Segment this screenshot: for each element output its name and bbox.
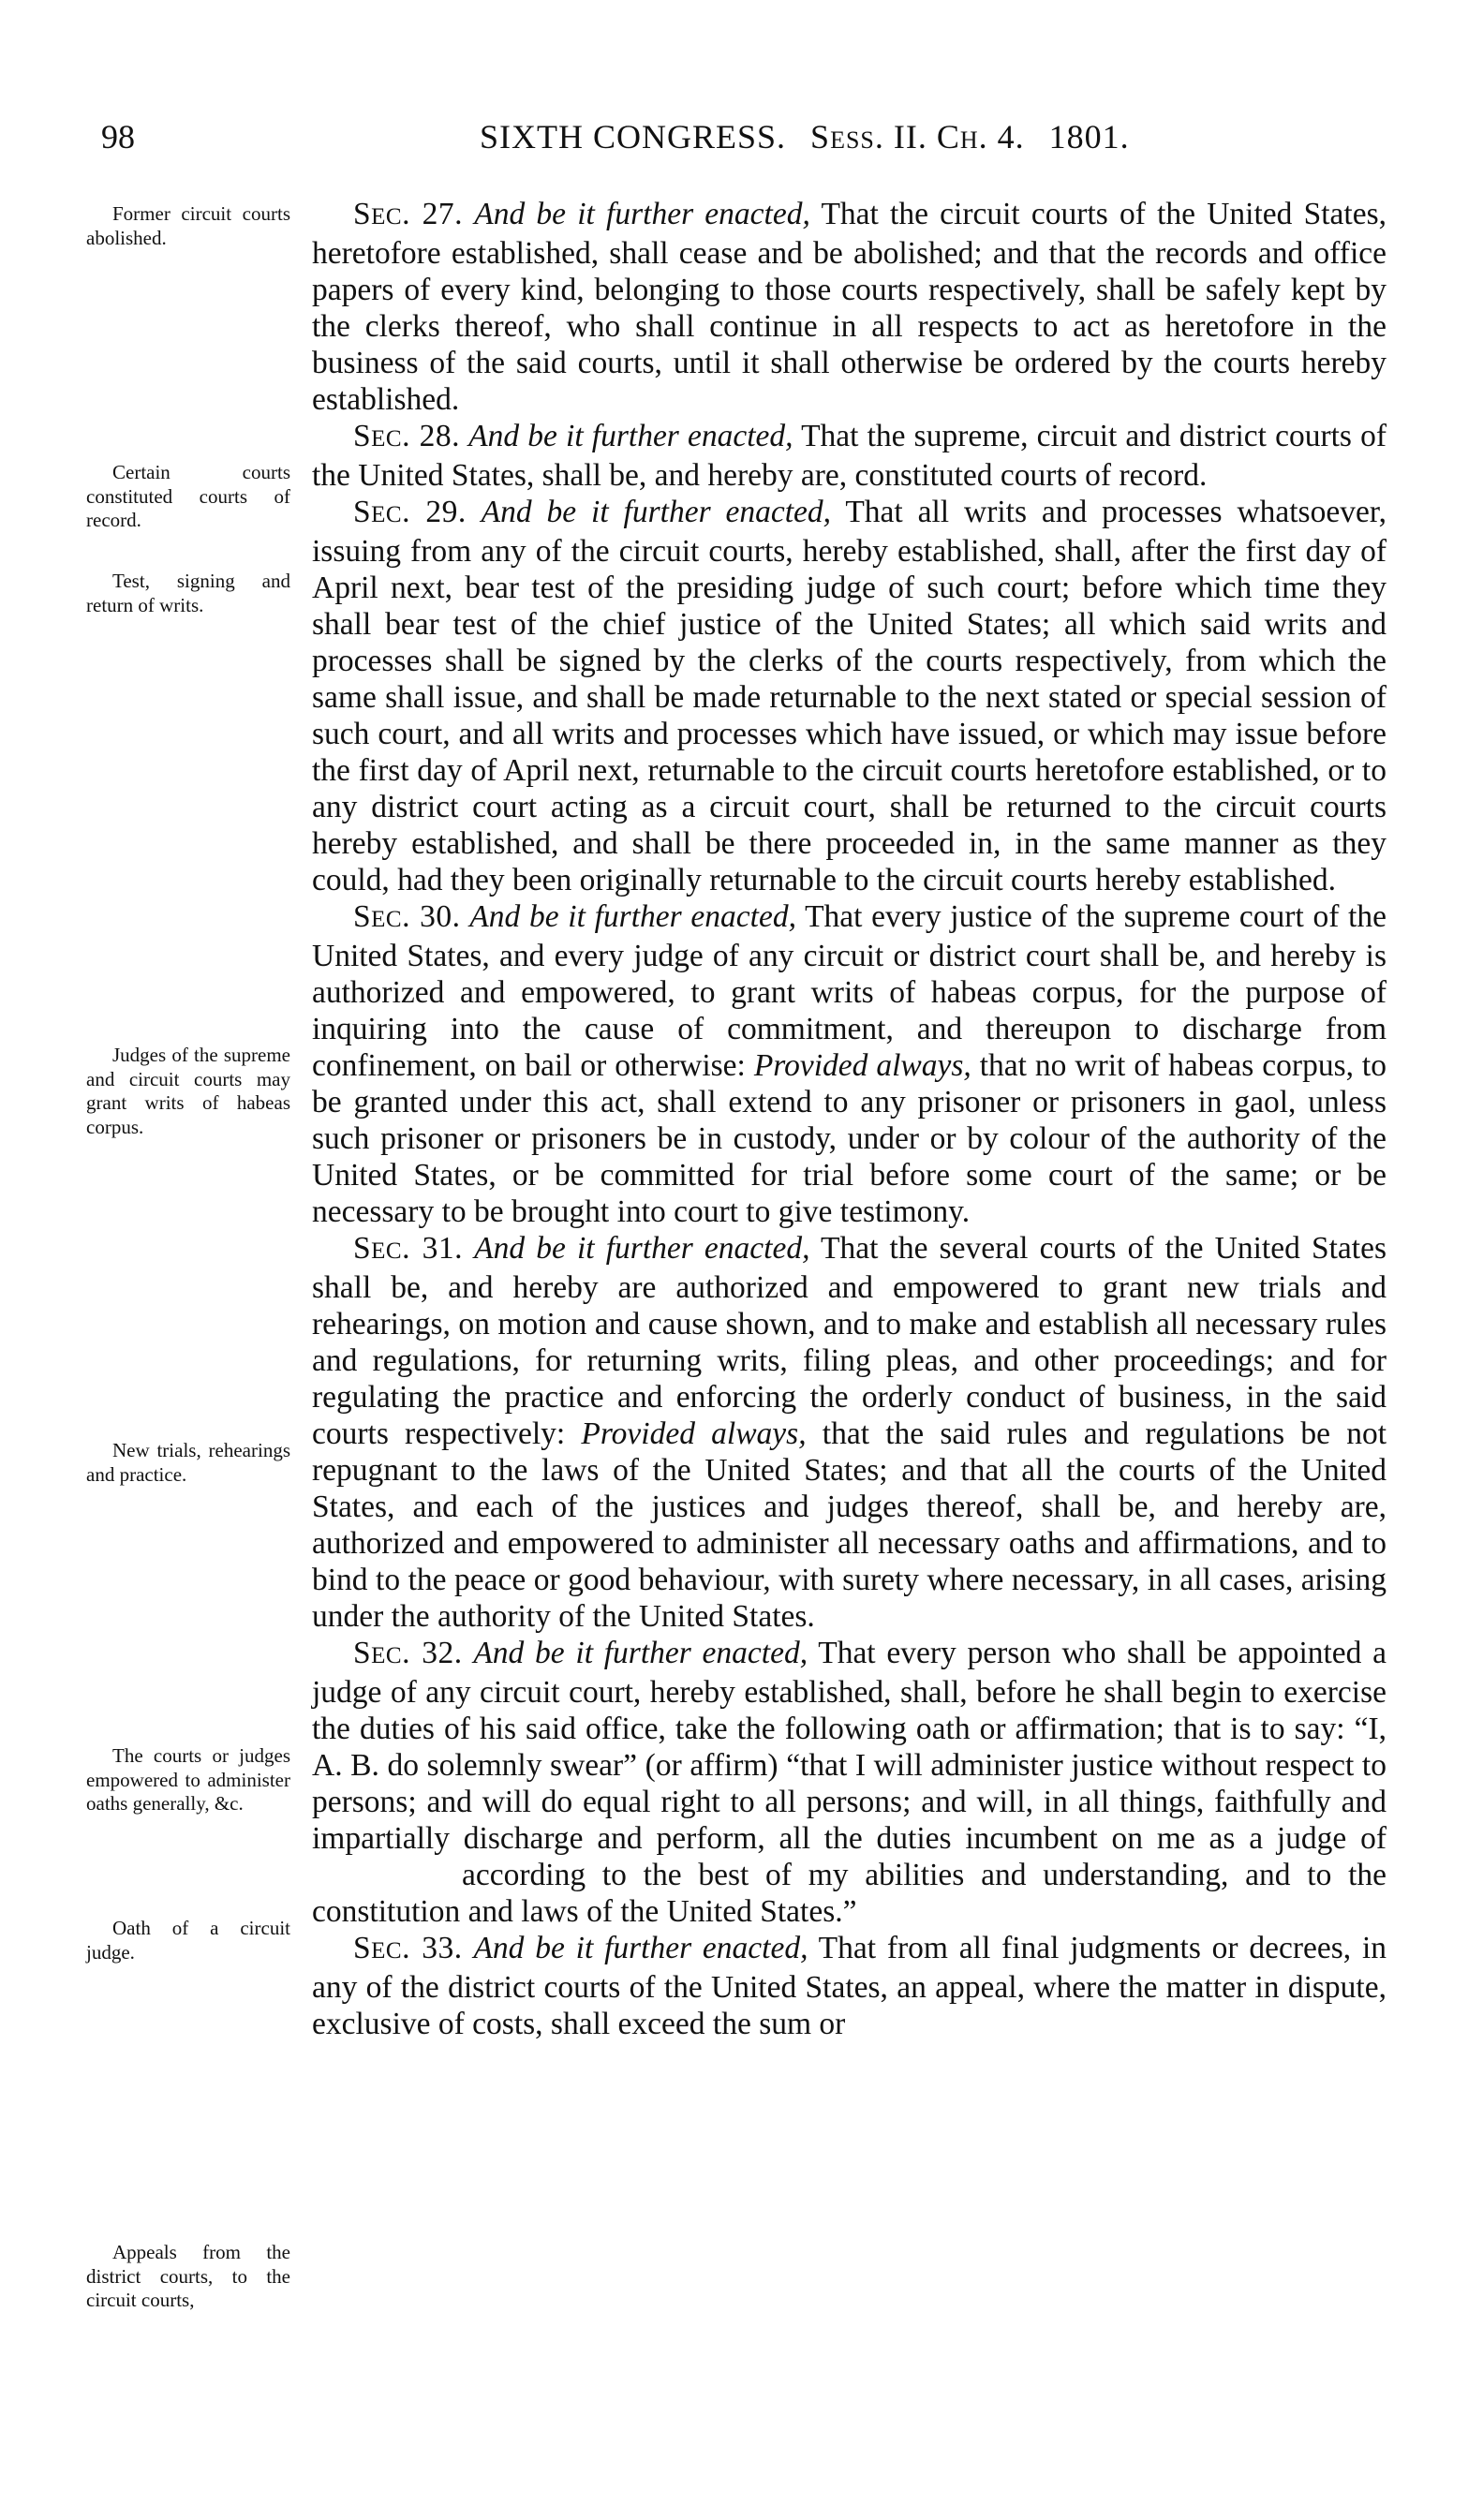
page-header <box>0 116 1468 157</box>
margin-note-sec-28: Certain courts constituted courts of record. <box>86 461 290 531</box>
congress-title: SIXTH CONGRESS. <box>480 118 787 156</box>
enacting-clause: And be it further enacted, <box>473 1931 808 1965</box>
section-body: That the supreme, circuit and district courts of the United States, shall be, and hereby are, constituted courts of record. <box>312 419 1387 493</box>
section-27 <box>312 196 1386 418</box>
section-body: That every justice of the supreme court of the United States, and every judge of any circuit or district court shall be, and hereby is authorized and empowered, to grant writs of habeas corpus, for the purpose of inquiring into the cause of commitment, and thereupon to discharge from confinement, on bail or otherwise: <box>312 899 1387 1083</box>
session-label: SESS. II. <box>810 118 927 156</box>
year: 1801. <box>1048 118 1130 156</box>
section-number: SEC. 27. <box>353 197 464 231</box>
section-31 <box>312 1230 1386 1635</box>
section-body: That the several courts of the United States shall be, and hereby are authorized and empowered to grant new trials and rehearings, on motion and cause shown, and to make and establish all necessary rules and regulations, for returning writs, filing pleas, and other proceedings; and for regulating the practice and enforcing the orderly conduct of business, in the said courts respectively: <box>312 1231 1387 1451</box>
section-29 <box>312 494 1386 898</box>
section-number: SEC. 28. <box>353 419 460 453</box>
margin-note-sec-31: New trials, rehearings and practice. <box>86 1439 290 1486</box>
statute-text <box>312 196 1386 2042</box>
section-number: SEC. 30. <box>353 899 461 934</box>
section-body-continued: according to the best of my abilities and understanding, and to the constitution and laws of the United States.” <box>312 1858 1386 1929</box>
section-body: That the circuit courts of the United States, heretofore established, shall cease and be abolished; and that the records and office papers of every kind, belonging to those courts respectively, shall be safely kept by the clerks thereof, who shall continue in all respects to act as heretofore in the business of the said courts, until it shall otherwise be ordered by the courts hereby established. <box>312 197 1386 417</box>
enacting-clause: And be it further enacted, <box>474 1231 810 1266</box>
section-33 <box>312 1930 1386 2042</box>
section-body-continued: that the said rules and regulations be not repugnant to the laws of the United States; and that all the courts of the United States, and each of the justices and judges thereof, shall be, and hereby are, authorized and empowered to administer all necessary oaths and affirmations, and to bind to the peace or good behaviour, with surety where necessary, in all cases, arising under the authority of the United States. <box>312 1416 1387 1634</box>
section-body: That from all final judgments or decrees, in any of the district courts of the United States, an appeal, where the matter in dispute, exclusive of costs, shall exceed the sum or <box>312 1931 1387 2041</box>
margin-note-sec-32: Oath of a circuit judge. <box>86 1917 290 1964</box>
margin-note-sec-27: Former circuit courts abolished. <box>86 202 290 249</box>
proviso-clause: Provided always, <box>581 1416 807 1451</box>
section-body-continued: that no writ of habeas corpus, to be granted under this act, shall extend to any prisoner or prisoners in gaol, unless such prisoner or prisoners be in custody, under or by colour of the authority of the United States, or be committed for trial before some court of the same; or be necessary to be brought into court to give testimony. <box>312 1048 1386 1229</box>
section-body: That all writs and processes whatsoever, issuing from any of the circuit courts, hereby established, shall, after the first day of April next, bear test of the presiding judge of such court; before which time they shall bear test of the chief justice of the United States; all which said writs and processes shall be signed by the clerks of the courts respectively, from which the same shall issue, and shall be made returnable to the next stated or special session of such court, and all writs and processes which have issued, or which may issue before the first day of April next, returnable to the circuit courts heretofore established, or to any district court acting as a circuit court, shall be returned to the circuit courts hereby established, and shall be there proceeded in, in the same manner as they could, had they been originally returnable to the circuit courts hereby established. <box>312 495 1387 897</box>
enacting-clause: And be it further enacted, <box>469 899 796 934</box>
section-body: That every person who shall be appointed a judge of any circuit court, hereby established, shall, before he shall begin to exercise the duties of his said office, take the following oath or affirmation; that is to say: “I, A. B. do solemnly swear” (or affirm) “that I will administer justice without respect to persons; and will do equal right to all persons; and will, in all things, faithfully and impartially discharge and perform, all the duties incumbent on me as a judge of <box>312 1636 1387 1856</box>
section-28 <box>312 418 1386 494</box>
section-number: SEC. 31. <box>353 1231 463 1266</box>
enacting-clause: And be it further enacted, <box>481 495 832 529</box>
section-number: SEC. 33. <box>353 1931 463 1965</box>
margin-note-sec-33: Appeals from the district courts, to the circuit courts, <box>86 2241 290 2311</box>
section-30 <box>312 898 1386 1230</box>
enacting-clause: And be it further enacted, <box>473 1636 808 1670</box>
running-head <box>480 116 1130 161</box>
margin-note-sec-30: Judges of the supreme and circuit courts may grant writs of habeas corpus. <box>86 1044 290 1138</box>
section-number: SEC. 32. <box>353 1636 463 1670</box>
margin-note-sec-29: Test, signing and return of writs. <box>86 570 290 616</box>
margin-note-oaths: The courts or judges empowered to administer oaths generally, &c. <box>86 1744 290 1815</box>
page-number: 98 <box>101 118 135 156</box>
proviso-clause: Provided always, <box>753 1048 971 1083</box>
enacting-clause: And be it further enacted, <box>474 197 810 231</box>
section-number: SEC. 29. <box>353 495 467 529</box>
enacting-clause: And be it further enacted, <box>468 419 793 453</box>
chapter-label: CH. 4. <box>936 118 1025 156</box>
section-32 <box>312 1635 1386 1930</box>
